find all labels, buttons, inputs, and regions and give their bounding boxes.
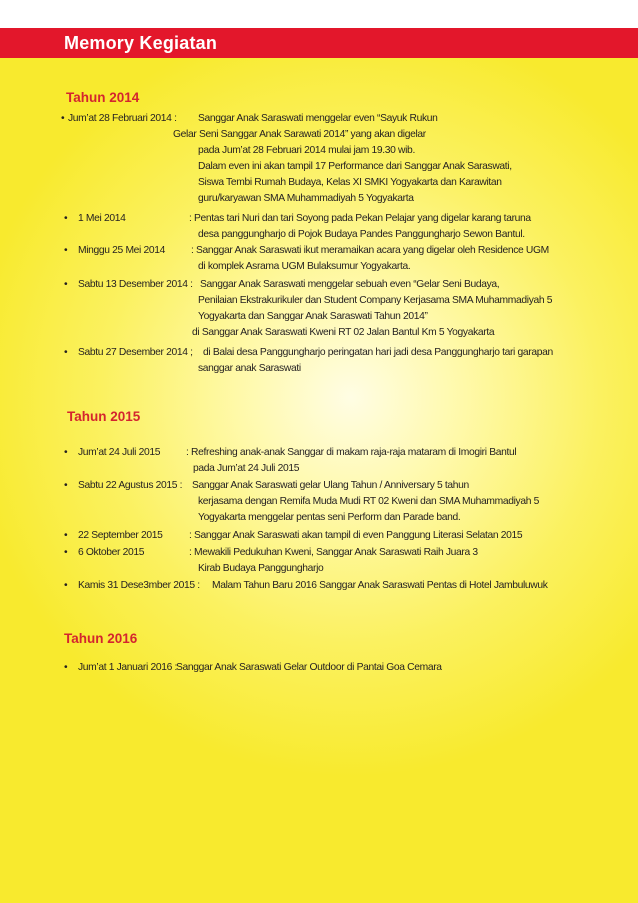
entry-date: Sabtu 22 Agustus 2015 : [78,480,183,491]
entry-text-line: pada Jum’at 24 Juli 2015 [193,463,300,474]
entry-date: Jum’at 28 Februari 2014 : [68,113,177,124]
entry-date: Jum’at 24 Juli 2015 [78,447,161,458]
entry-date: Minggu 25 Mei 2014 [78,245,166,256]
entry-text-line: : Pentas tari Nuri dan tari Soyong pada Pekan Pelajar yang digelar karang taruna [189,213,531,224]
page-title: Memory Kegiatan [64,33,218,53]
section-year-heading: Tahun 2014 [66,90,140,105]
entry-text-line: : Sanggar Anak Saraswati akan tampil di even Panggung Literasi Selatan 2015 [189,530,523,541]
entry-date: Sabtu 13 Desember 2014 : [78,279,193,290]
section-year-heading: Tahun 2016 [64,631,138,646]
bullet-icon: • [64,662,68,673]
entry-text-line: Dalam even ini akan tampil 17 Performance dari Sanggar Anak Saraswati, [198,161,512,172]
section-year-heading: Tahun 2015 [67,409,141,424]
entry-date: Kamis 31 Dese3mber 2015 : [78,580,200,591]
entry-date: 6 Oktober 2015 [78,547,145,558]
entry-text-line: di Balai desa Panggungharjo peringatan hari jadi desa Panggungharjo tari garapan [203,347,553,358]
entry-date: 1 Mei 2014 [78,213,126,224]
entry-text-line: Kirab Budaya Panggungharjo [198,563,324,574]
entry-text-line: : Refreshing anak-anak Sanggar di makam raja-raja mataram di Imogiri Bantul [186,447,517,458]
bullet-icon: • [64,480,68,491]
entry-text-line: sanggar anak Saraswati [198,363,301,374]
entry-text-line: Malam Tahun Baru 2016 Sanggar Anak Saraswati Pentas di Hotel Jambuluwuk [212,580,548,591]
entry-text-line: Sanggar Anak Saraswati Gelar Outdoor di Pantai Goa Cemara [176,662,442,673]
entry-text-line: guru/karyawan SMA Muhammadiyah 5 Yogyakarta [198,193,414,204]
bullet-icon: • [64,213,68,224]
entry-text-line: : Sanggar Anak Saraswati ikut meramaikan acara yang digelar oleh Residence UGM [191,245,549,256]
entry-text-line: Penilaian Ekstrakurikuler dan Student Company Kerjasama SMA Muhammadiyah 5 [198,295,553,306]
entry-text-line: Sanggar Anak Saraswati menggelar even “Sayuk Rukun [198,113,438,124]
bullet-icon: • [64,530,68,541]
entry-text-line: desa panggungharjo di Pojok Budaya Pandes Panggungharjo Sewon Bantul. [198,229,525,240]
bullet-icon: • [64,547,68,558]
entry-text-line: Siswa Tembi Rumah Budaya, Kelas XI SMKI Yogyakarta dan Karawitan [198,177,502,188]
entry-text-line: Yogyakarta dan Sanggar Anak Saraswati Tahun 2014” [198,311,428,322]
entry-date: Sabtu 27 Desember 2014 ; [78,347,193,358]
bullet-icon: • [64,347,68,358]
entry-text-line: di Sanggar Anak Saraswati Kweni RT 02 Jalan Bantul Km 5 Yogyakarta [192,327,495,338]
bullet-icon: • [61,113,65,124]
bullet-icon: • [64,580,68,591]
entry-text-line: Gelar Seni Sanggar Anak Sarawati 2014” yang akan digelar [173,129,426,140]
bullet-icon: • [64,245,68,256]
entry-text-line: di komplek Asrama UGM Bulaksumur Yogyakarta. [198,261,411,272]
entry-text-line: Sanggar Anak Saraswati menggelar sebuah even “Gelar Seni Budaya, [200,279,500,290]
entry-date: 22 September 2015 [78,530,163,541]
bullet-icon: • [64,447,68,458]
entry-text-line: : Mewakili Pedukuhan Kweni, Sanggar Anak Saraswati Raih Juara 3 [189,547,478,558]
bullet-icon: • [64,279,68,290]
entry-text-line: Sanggar Anak Saraswati gelar Ulang Tahun / Anniversary 5 tahun [192,480,469,491]
entry-date: Jum’at 1 Januari 2016 : [78,662,177,673]
header-bar [0,28,638,58]
entry-text-line: pada Jum’at 28 Februari 2014 mulai jam 19.30 wib. [198,145,415,156]
entry-text-line: Yogyakarta menggelar pentas seni Perform dan Parade band. [198,512,461,523]
entry-text-line: kerjasama dengan Remifa Muda Mudi RT 02 Kweni dan SMA Muhammadiyah 5 [198,496,539,507]
top-margin [0,0,638,28]
